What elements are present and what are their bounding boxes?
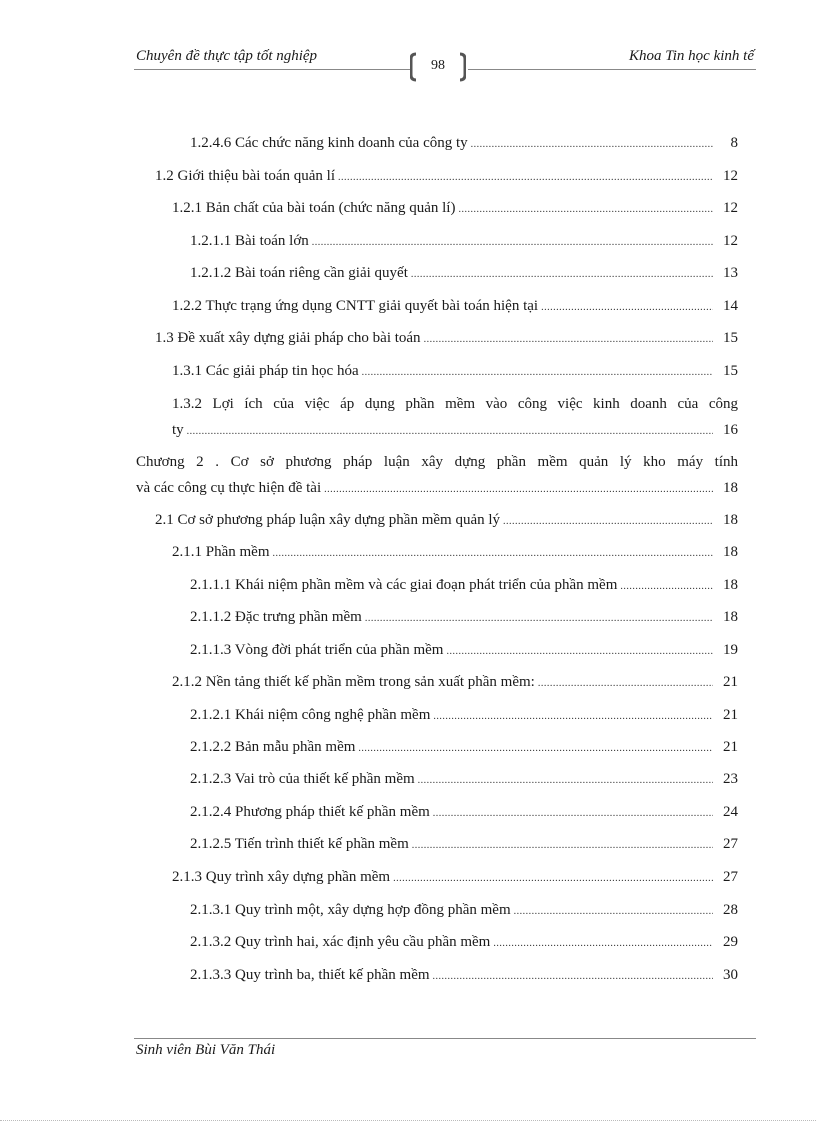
- page-bottom-border: [0, 1120, 816, 1121]
- toc-entry-page: 12: [723, 233, 738, 249]
- toc-entry-page: 30: [723, 967, 738, 983]
- header-right-title: Khoa Tin học kinh tế: [629, 48, 754, 64]
- toc-entry[interactable]: [172, 671, 738, 693]
- toc-entry-page: 23: [723, 771, 738, 787]
- toc-entry[interactable]: [190, 230, 738, 252]
- dot-leader: [541, 297, 713, 319]
- toc-entry-page: 27: [723, 869, 738, 885]
- dot-leader: [412, 835, 713, 857]
- toc-entry-page: 18: [723, 609, 738, 625]
- dot-leader: [273, 543, 714, 565]
- toc-entry-title: 2.1 Cơ sở phương pháp luận xây dựng phần mềm quản lý: [155, 512, 501, 528]
- toc-entry-page: 19: [723, 642, 738, 658]
- dot-leader: [458, 199, 713, 221]
- dot-leader: [393, 868, 713, 890]
- toc-entry-title: 2.1.1.2 Đặc trưng phần mềm: [190, 609, 362, 625]
- toc-entry-title: 2.1.2 Nền tảng thiết kế phần mềm trong sản xuất phần mềm:: [172, 674, 535, 690]
- toc-entry[interactable]: [190, 899, 738, 921]
- toc-entry-title: 1.2.4.6 Các chức năng kinh doanh của công ty: [190, 135, 468, 151]
- toc-entry[interactable]: [190, 606, 738, 628]
- toc-entry-title: 1.2.1.2 Bài toán riêng cần giải quyết: [190, 265, 408, 281]
- toc-entry-title: 1.2.2 Thực trạng ứng dụng CNTT giải quyết bài toán hiện tại: [172, 298, 539, 314]
- toc-entry[interactable]: [172, 541, 738, 563]
- header-rule-right: [468, 69, 756, 70]
- dot-leader: [362, 362, 713, 384]
- toc-entry[interactable]: [190, 964, 738, 986]
- toc-entry-title: 2.1.3.3 Quy trình ba, thiết kế phần mềm: [190, 967, 430, 983]
- toc-entry-page: 21: [723, 739, 738, 755]
- toc-entry-page: 18: [723, 544, 738, 560]
- toc-entry-page: 13: [723, 265, 738, 281]
- page-number: 98: [431, 58, 445, 73]
- footer-author: Sinh viên Bùi Văn Thái: [136, 1042, 276, 1058]
- toc-entry-wrapped-line[interactable]: 1.3.2 Lợi ích của việc áp dụng phần mềm vào công việc kinh doanh của công: [172, 396, 738, 412]
- toc-entry-page: 21: [723, 707, 738, 723]
- toc-entry-title: 1.2 Giới thiệu bài toán quản lí: [155, 168, 335, 184]
- dot-leader: [418, 770, 713, 792]
- toc-entry-title: 2.1.3.1 Quy trình một, xây dựng hợp đồng phần mềm: [190, 902, 511, 918]
- dot-leader: [503, 511, 713, 533]
- toc-entry-title: 2.1.1.1 Khái niệm phần mềm và các giai đoạn phát triển của phần mềm: [190, 577, 618, 593]
- toc-entry-title: 1.3.1 Các giải pháp tin học hóa: [172, 363, 359, 379]
- toc-entry[interactable]: [172, 866, 738, 888]
- toc-chapter-entry[interactable]: [136, 477, 738, 499]
- toc-entry[interactable]: [172, 197, 738, 219]
- toc-entry-page: 27: [723, 836, 738, 852]
- toc-entry-page: 18: [723, 480, 738, 496]
- toc-entry-title: và các công cụ thực hiện đề tài: [136, 480, 322, 496]
- toc-entry[interactable]: [172, 419, 738, 441]
- dot-leader: [620, 576, 713, 598]
- dot-leader: [471, 134, 713, 156]
- toc-entry-page: 8: [730, 135, 738, 151]
- toc-entry-page: 15: [723, 363, 738, 379]
- toc-entry[interactable]: [190, 931, 738, 953]
- header-left-title: Chuyên đề thực tập tốt nghiệp: [136, 48, 318, 64]
- toc-entry[interactable]: [190, 262, 738, 284]
- toc-entry-title: 2.1.2.4 Phương pháp thiết kế phần mềm: [190, 804, 430, 820]
- toc-entry-page: 12: [723, 168, 738, 184]
- toc-entry-page: 12: [723, 200, 738, 216]
- toc-entry-title: 2.1.2.1 Khái niệm công nghệ phần mềm: [190, 707, 431, 723]
- toc-entry-page: 18: [723, 577, 738, 593]
- toc-entry-page: 21: [723, 674, 738, 690]
- dot-leader: [424, 329, 713, 351]
- toc-entry-title: 2.1.2.3 Vai trò của thiết kế phần mềm: [190, 771, 415, 787]
- toc-entry-title: 1.2.1 Bản chất của bài toán (chức năng quản lí): [172, 200, 456, 216]
- toc-entry-page: 29: [723, 934, 738, 950]
- page-number-box: [410, 52, 466, 82]
- toc-entry-page: 16: [723, 422, 738, 438]
- dot-leader: [433, 803, 713, 825]
- toc-entry[interactable]: [172, 360, 738, 382]
- dot-leader: [324, 479, 713, 501]
- toc-entry-title: 2.1.2.2 Bản mẫu phần mềm: [190, 739, 356, 755]
- toc-entry[interactable]: [190, 132, 738, 154]
- toc-entry-title: 1.2.1.1 Bài toán lớn: [190, 233, 309, 249]
- toc-entry-page: 28: [723, 902, 738, 918]
- dot-leader: [433, 706, 713, 728]
- header-rule-left: [134, 69, 410, 70]
- dot-leader: [433, 966, 713, 988]
- toc-chapter-wrapped-line[interactable]: Chương 2 . Cơ sở phương pháp luận xây dựng phần mềm quản lý kho máy tính: [136, 454, 738, 470]
- toc-entry-title: 2.1.3 Quy trình xây dựng phần mềm: [172, 869, 391, 885]
- toc-entry-title: 1.3 Đề xuất xây dựng giải pháp cho bài toán: [155, 330, 421, 346]
- toc-entry[interactable]: [172, 295, 738, 317]
- toc-entry[interactable]: [155, 165, 738, 187]
- toc-entry-title: 2.1.1.3 Vòng đời phát triển của phần mềm: [190, 642, 444, 658]
- dot-leader: [493, 933, 713, 955]
- dot-leader: [538, 673, 713, 695]
- dot-leader: [358, 738, 713, 760]
- dot-leader: [446, 641, 713, 663]
- toc-entry[interactable]: [190, 736, 738, 758]
- dot-leader: [514, 901, 713, 923]
- toc-entry-page: 18: [723, 512, 738, 528]
- toc-entry[interactable]: [190, 768, 738, 790]
- dot-leader: [187, 421, 713, 443]
- toc-entry[interactable]: [190, 801, 738, 823]
- toc-entry[interactable]: [190, 639, 738, 661]
- dot-leader: [365, 608, 713, 630]
- toc-entry[interactable]: [155, 509, 738, 531]
- dot-leader: [338, 167, 713, 189]
- toc-entry[interactable]: [190, 833, 738, 855]
- toc-entry-page: 24: [723, 804, 738, 820]
- toc-entry-title: ty: [172, 422, 184, 438]
- dot-leader: [312, 232, 713, 254]
- toc-entry[interactable]: [190, 574, 738, 596]
- toc-entry[interactable]: [190, 704, 738, 726]
- toc-entry-title: 2.1.1 Phần mềm: [172, 544, 270, 560]
- toc-entry-page: 14: [723, 298, 738, 314]
- toc-entry-title: 2.1.3.2 Quy trình hai, xác định yêu cầu phần mềm: [190, 934, 491, 950]
- dot-leader: [411, 264, 713, 286]
- toc-entry-page: 15: [723, 330, 738, 346]
- footer-rule: [134, 1038, 756, 1039]
- toc-entry[interactable]: [155, 327, 738, 349]
- toc-entry-title: 2.1.2.5 Tiến trình thiết kế phần mềm: [190, 836, 409, 852]
